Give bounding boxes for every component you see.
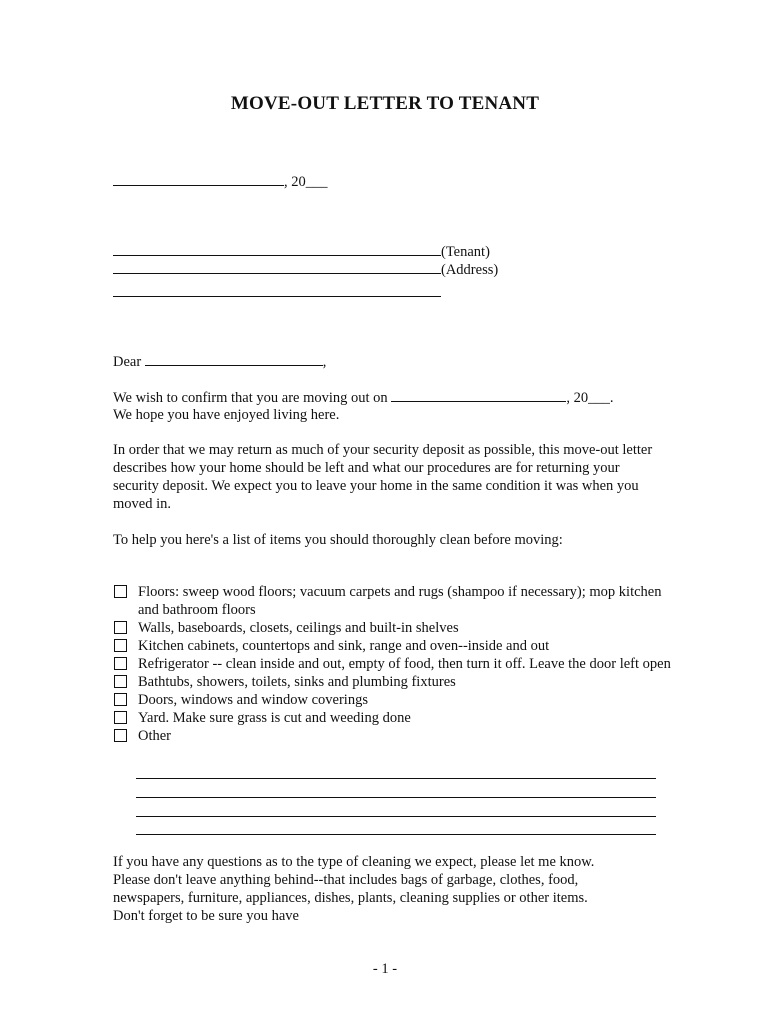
checkbox[interactable] <box>114 657 127 670</box>
salutation <box>113 352 326 371</box>
list-intro: To help you here's a list of items you should thoroughly clean before moving: <box>113 532 563 548</box>
closing-paragraph <box>113 853 613 925</box>
confirm-line-1 <box>113 388 613 407</box>
tenant-label: (Tenant) <box>441 244 490 260</box>
other-line-1[interactable] <box>136 778 656 779</box>
checklist-label: Refrigerator -- clean inside and out, empty of food, then turn it off. Leave the door left open <box>138 656 671 672</box>
confirm-year-suffix: , 20___. <box>566 390 614 406</box>
checkbox[interactable] <box>114 675 127 688</box>
checklist-item-floors <box>113 583 673 619</box>
checkbox[interactable] <box>114 621 127 634</box>
recipient-name-blank[interactable] <box>145 352 323 366</box>
checklist-label: Bathtubs, showers, toilets, sinks and plumbing fixtures <box>138 674 456 690</box>
checklist-label: Doors, windows and window coverings <box>138 692 368 708</box>
date-line <box>113 172 328 191</box>
checkbox[interactable] <box>114 639 127 652</box>
tenant-blank[interactable] <box>113 242 441 256</box>
page-number: - 1 - <box>372 961 398 977</box>
other-line-2[interactable] <box>136 797 656 798</box>
deposit-paragraph <box>113 441 653 513</box>
address-line-2[interactable] <box>113 296 441 297</box>
confirm-line-2: We hope you have enjoyed living here. <box>113 407 340 423</box>
checklist-item-bathtubs <box>113 673 673 691</box>
document-title: MOVE-OUT LETTER TO TENANT <box>230 93 540 114</box>
move-out-date-blank[interactable] <box>391 388 566 402</box>
other-line-3[interactable] <box>136 816 656 817</box>
checkbox[interactable] <box>114 711 127 724</box>
salutation-suffix: , <box>322 354 327 370</box>
address-line <box>113 260 498 279</box>
closing-text: If you have any questions as to the type of cleaning we expect, please let me know. Please don't leave anything behind--that includes bags of garbage, clothes, food, newspapers, furniture, appliances, dishes, plants, cleaning supplies or other items. Don't forget to be sure you have <box>113 854 595 924</box>
address-blank[interactable] <box>113 260 441 274</box>
checklist-item-other <box>113 727 673 745</box>
salutation-prefix: Dear <box>113 354 142 370</box>
checkbox[interactable] <box>114 693 127 706</box>
cleaning-checklist <box>113 583 673 745</box>
checklist-item-yard <box>113 709 673 727</box>
checklist-item-walls <box>113 619 673 637</box>
confirm-text: We wish to confirm that you are moving out on <box>113 390 388 406</box>
checklist-label: Other <box>138 728 172 744</box>
tenant-line <box>113 242 490 261</box>
checklist-item-doors <box>113 691 673 709</box>
checkbox[interactable] <box>114 729 127 742</box>
checklist-label: Yard. Make sure grass is cut and weeding done <box>138 710 411 726</box>
checklist-item-kitchen <box>113 637 673 655</box>
deposit-text: In order that we may return as much of your security deposit as possible, this move-out letter describes how your home should be left and what our procedures are for returning your security deposit. We expect you to leave your home in the same condition it was when you moved in. <box>113 442 653 512</box>
date-blank[interactable] <box>113 172 284 186</box>
address-label: (Address) <box>441 262 499 278</box>
other-line-4[interactable] <box>136 834 656 835</box>
checklist-label: Walls, baseboards, closets, ceilings and built-in shelves <box>138 620 459 636</box>
checklist-item-refrigerator <box>113 655 673 673</box>
checklist-label: Floors: sweep wood floors; vacuum carpets and rugs (shampoo if necessary); mop kitchen and bathroom floors <box>138 584 662 618</box>
checklist-label: Kitchen cabinets, countertops and sink, range and oven--inside and out <box>138 638 550 654</box>
date-year-suffix: , 20___ <box>284 174 328 190</box>
checkbox[interactable] <box>114 585 127 598</box>
